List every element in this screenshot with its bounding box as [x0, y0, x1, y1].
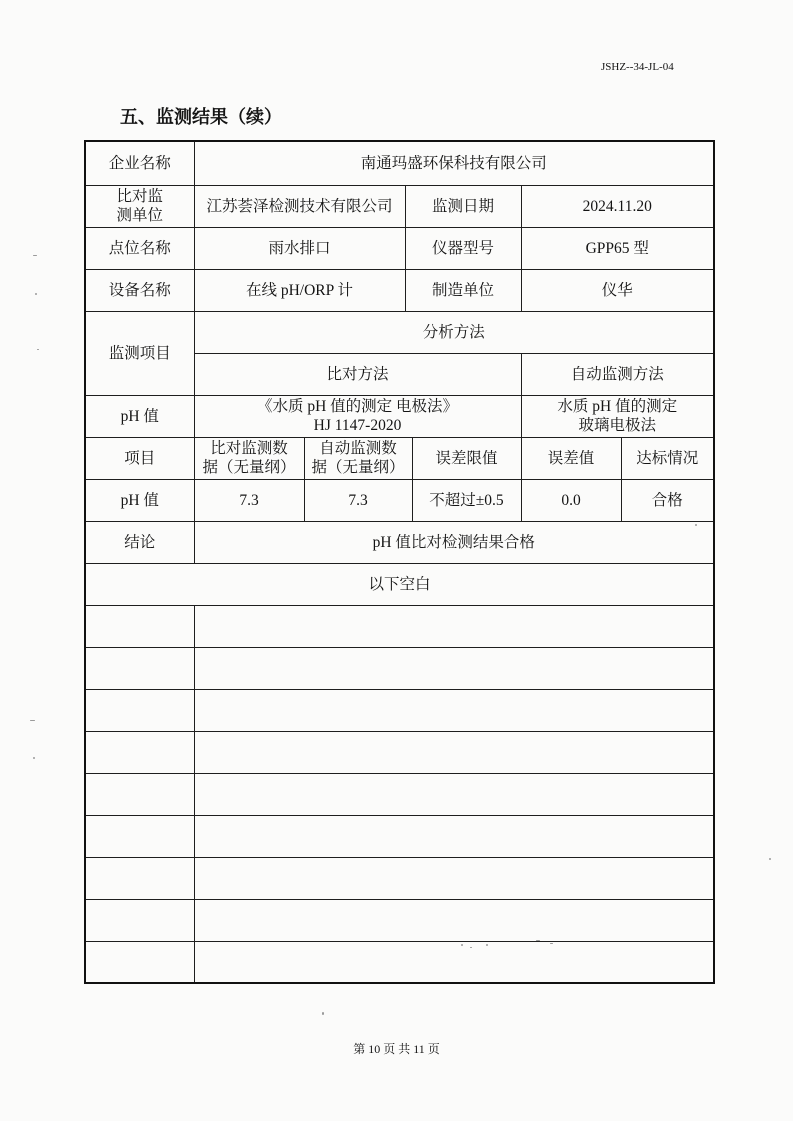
ph-method-item: pH 值	[85, 395, 194, 437]
comparison-unit-label-line: 比对监	[116, 188, 163, 205]
scan-speck	[550, 943, 553, 944]
site-name: 雨水排口	[194, 227, 405, 269]
conclusion-label: 结论	[85, 521, 194, 563]
comparison-unit-label	[85, 185, 194, 227]
empty-row	[85, 857, 714, 899]
monitoring-results-table	[84, 140, 715, 984]
empty-cell	[85, 857, 194, 899]
conclusion-value: pH 值比对检测结果合格	[194, 521, 714, 563]
device-row	[85, 269, 714, 311]
scan-speck	[461, 944, 463, 946]
scan-speck	[769, 858, 771, 860]
auto-method-header: 自动监测方法	[521, 353, 714, 395]
scan-speck	[37, 349, 39, 350]
analysis-method-header: 分析方法	[194, 311, 714, 353]
auto-method-line: 水质 pH 值的测定	[557, 398, 678, 415]
comparison-method-line: 《水质 pH 值的测定 电极法》	[256, 398, 459, 415]
empty-cell	[194, 941, 714, 983]
monitoring-item-label: 监测项目	[85, 311, 194, 395]
scan-speck	[322, 1012, 324, 1015]
enterprise-name: 南通玛盛环保科技有限公司	[194, 141, 714, 185]
empty-row	[85, 647, 714, 689]
site-row	[85, 227, 714, 269]
instrument-model-label: 仪器型号	[405, 227, 521, 269]
comparison-method-line: HJ 1147-2020	[313, 417, 402, 434]
scan-speck	[486, 944, 488, 946]
auto-method-line: 玻璃电极法	[578, 417, 657, 434]
auto-data-value: 7.3	[304, 479, 412, 521]
page-number: 第 10 页 共 11 页	[353, 1042, 440, 1056]
device-label: 设备名称	[85, 269, 194, 311]
auto-data-header-line: 自动监测数	[319, 440, 397, 457]
error-value-header: 误差值	[521, 437, 621, 479]
empty-cell	[194, 689, 714, 731]
section-title: 五、监测结果（续）	[120, 107, 282, 127]
site-label: 点位名称	[85, 227, 194, 269]
error-limit-header: 误差限值	[412, 437, 521, 479]
document-code: JSHZ--34-JL-04	[601, 61, 674, 73]
comparison-unit-label-line: 测单位	[116, 207, 163, 224]
results-item: pH 值	[85, 479, 194, 521]
auto-method	[521, 395, 714, 437]
method-header-row	[85, 311, 714, 353]
device-name: 在线 pH/ORP 计	[194, 269, 405, 311]
manufacturer-label: 制造单位	[405, 269, 521, 311]
compliance-value: 合格	[621, 479, 714, 521]
error-value: 0.0	[521, 479, 621, 521]
compliance-header: 达标情况	[621, 437, 714, 479]
empty-cell	[194, 647, 714, 689]
scan-speck	[35, 293, 37, 295]
scan-speck	[30, 720, 35, 721]
instrument-model-value: GPP65 型	[521, 227, 714, 269]
comparison-data-header-line: 比对监测数	[210, 440, 288, 457]
results-item-header: 项目	[85, 437, 194, 479]
empty-cell	[85, 689, 194, 731]
empty-cell	[85, 815, 194, 857]
scan-speck	[536, 940, 540, 941]
empty-cell	[85, 773, 194, 815]
empty-cell	[194, 857, 714, 899]
empty-cell	[194, 773, 714, 815]
manufacturer-value: 仪华	[521, 269, 714, 311]
scan-speck	[33, 255, 37, 256]
empty-cell	[194, 815, 714, 857]
enterprise-label: 企业名称	[85, 141, 194, 185]
blank-note-row	[85, 563, 714, 605]
scan-speck	[695, 524, 697, 526]
empty-cell	[85, 941, 194, 983]
comparison-method	[194, 395, 521, 437]
blank-note: 以下空白	[85, 563, 714, 605]
comparison-unit-name: 江苏荟泽检测技术有限公司	[194, 185, 405, 227]
empty-row	[85, 689, 714, 731]
comparison-data-header-line: 据（无量纲）	[202, 459, 296, 476]
empty-row	[85, 941, 714, 983]
results-header-row	[85, 437, 714, 479]
empty-cell	[85, 899, 194, 941]
ph-method-row	[85, 395, 714, 437]
empty-row	[85, 899, 714, 941]
enterprise-row	[85, 141, 714, 185]
comparison-data-header	[194, 437, 304, 479]
empty-row	[85, 731, 714, 773]
empty-row	[85, 815, 714, 857]
comparison-unit-row	[85, 185, 714, 227]
scan-speck	[33, 757, 35, 759]
scan-speck	[470, 947, 472, 948]
comparison-data-value: 7.3	[194, 479, 304, 521]
comparison-method-header: 比对方法	[194, 353, 521, 395]
empty-cell	[85, 731, 194, 773]
empty-row	[85, 773, 714, 815]
error-limit-value: 不超过±0.5	[412, 479, 521, 521]
results-data-row	[85, 479, 714, 521]
monitoring-date-value: 2024.11.20	[521, 185, 714, 227]
conclusion-row	[85, 521, 714, 563]
monitoring-date-label: 监测日期	[405, 185, 521, 227]
empty-row	[85, 605, 714, 647]
empty-cell	[85, 605, 194, 647]
auto-data-header	[304, 437, 412, 479]
empty-cell	[194, 605, 714, 647]
empty-cell	[85, 647, 194, 689]
empty-cell	[194, 899, 714, 941]
empty-cell	[194, 731, 714, 773]
auto-data-header-line: 据（无量纲）	[311, 459, 405, 476]
